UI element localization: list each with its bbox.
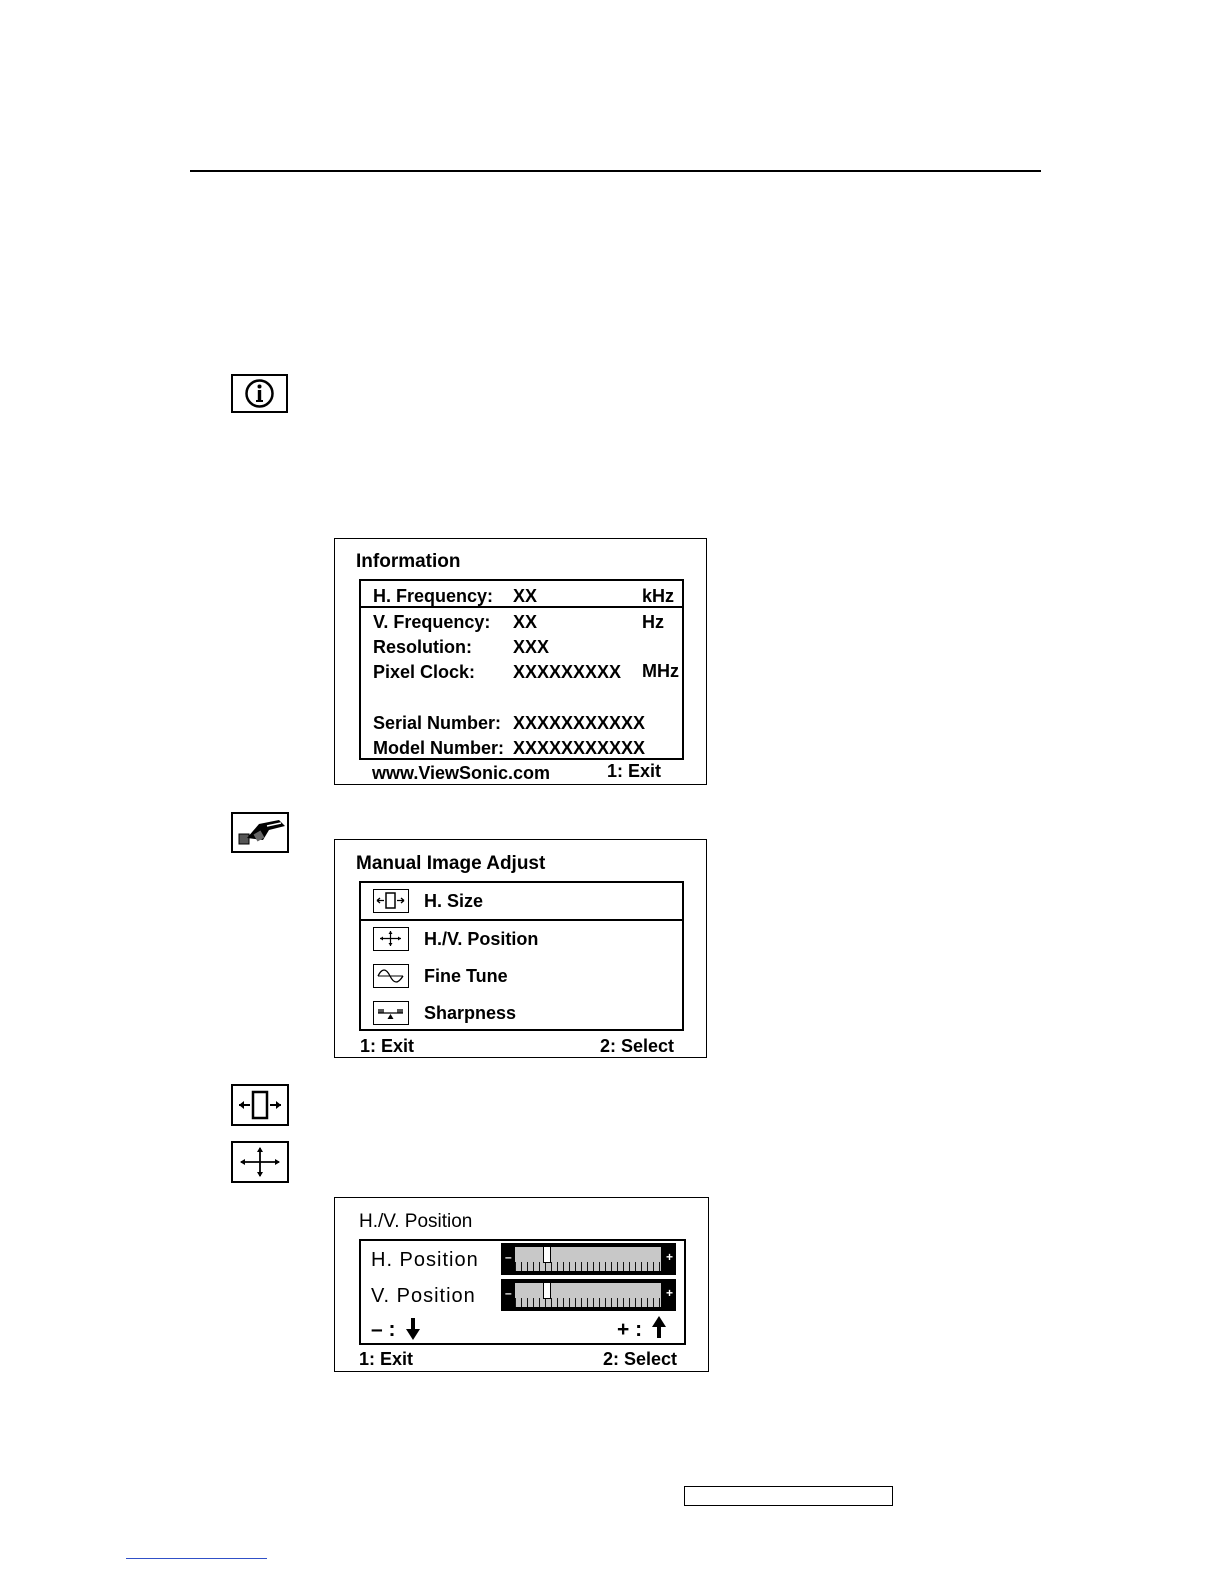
menu-item-fine-tune[interactable] — [361, 958, 682, 994]
fine-tune-icon — [373, 964, 409, 988]
slider-track — [515, 1283, 661, 1307]
hv-position-icon — [231, 1141, 289, 1183]
plus-sign-icon: + — [665, 1250, 673, 1264]
v-position-slider[interactable] — [501, 1279, 676, 1311]
exit-hint: 1: Exit — [360, 1036, 415, 1056]
menu-list — [359, 881, 684, 1031]
info-label: V. Frequency: — [373, 612, 491, 632]
slider-track — [515, 1247, 661, 1271]
info-label: Resolution: — [373, 637, 472, 657]
menu-item-label: Fine Tune — [424, 966, 508, 986]
menu-item-label: Sharpness — [424, 1003, 517, 1023]
menu-item-h-size[interactable] — [361, 883, 682, 921]
up-arrow-icon — [651, 1315, 667, 1344]
menu-item-label: H./V. Position — [424, 929, 539, 949]
menu-item-label: H. Size — [424, 891, 484, 911]
manual-image-adjust-osd — [334, 839, 707, 1058]
information-table — [359, 579, 684, 760]
minus-hint: – : — [371, 1318, 396, 1341]
info-value: XXX — [513, 637, 550, 657]
hv-position-title: H./V. Position — [359, 1211, 473, 1232]
slider-ticks — [515, 1262, 661, 1271]
manual-image-adjust-title: Manual Image Adjust — [356, 853, 546, 874]
website-link: www.ViewSonic.com — [372, 763, 551, 783]
info-icon — [231, 374, 288, 413]
select-hint: 2: Select — [600, 1036, 675, 1056]
page-footer-box — [684, 1486, 893, 1506]
info-unit: kHz — [642, 586, 675, 606]
menu-item-sharpness[interactable] — [361, 995, 682, 1031]
h-position-label: H. Position — [371, 1249, 479, 1271]
info-unit: MHz — [642, 661, 679, 681]
select-hint: 2: Select — [603, 1349, 678, 1369]
info-label: H. Frequency: — [373, 586, 494, 606]
hv-position-icon — [373, 927, 409, 951]
info-value: XXXXXXXXX — [513, 662, 622, 682]
exit-hint: 1: Exit — [607, 761, 662, 781]
menu-item-hv-position[interactable] — [361, 921, 682, 957]
h-size-icon — [231, 1084, 289, 1126]
slider-knob[interactable] — [543, 1246, 551, 1263]
header-rule — [190, 170, 1041, 172]
minus-sign-icon: – — [505, 1250, 512, 1264]
exit-hint: 1: Exit — [359, 1349, 414, 1369]
plus-hint: + : — [617, 1318, 643, 1341]
info-label: Serial Number: — [373, 713, 502, 733]
hv-position-osd — [334, 1197, 709, 1372]
plus-sign-icon: + — [665, 1286, 673, 1300]
h-size-icon — [373, 889, 409, 913]
sharpness-icon — [373, 1001, 409, 1025]
footer-link-underline — [126, 1558, 267, 1559]
v-position-label: V. Position — [371, 1285, 476, 1307]
information-title: Information — [356, 551, 461, 572]
h-position-slider[interactable] — [501, 1243, 676, 1275]
info-label: Pixel Clock: — [373, 662, 476, 682]
info-label: Model Number: — [373, 738, 505, 758]
info-value: XXXXXXXXXXX — [513, 713, 646, 733]
info-unit: Hz — [642, 612, 664, 632]
info-value: XX — [513, 586, 538, 606]
manual-adjust-hand-icon — [231, 812, 289, 853]
slider-panel — [359, 1239, 686, 1345]
down-arrow-icon — [405, 1317, 421, 1346]
slider-ticks — [515, 1298, 661, 1307]
minus-sign-icon: – — [505, 1286, 512, 1300]
info-value: XX — [513, 612, 538, 632]
slider-knob[interactable] — [543, 1282, 551, 1299]
information-osd — [334, 538, 707, 785]
info-value: XXXXXXXXXXX — [513, 738, 646, 758]
